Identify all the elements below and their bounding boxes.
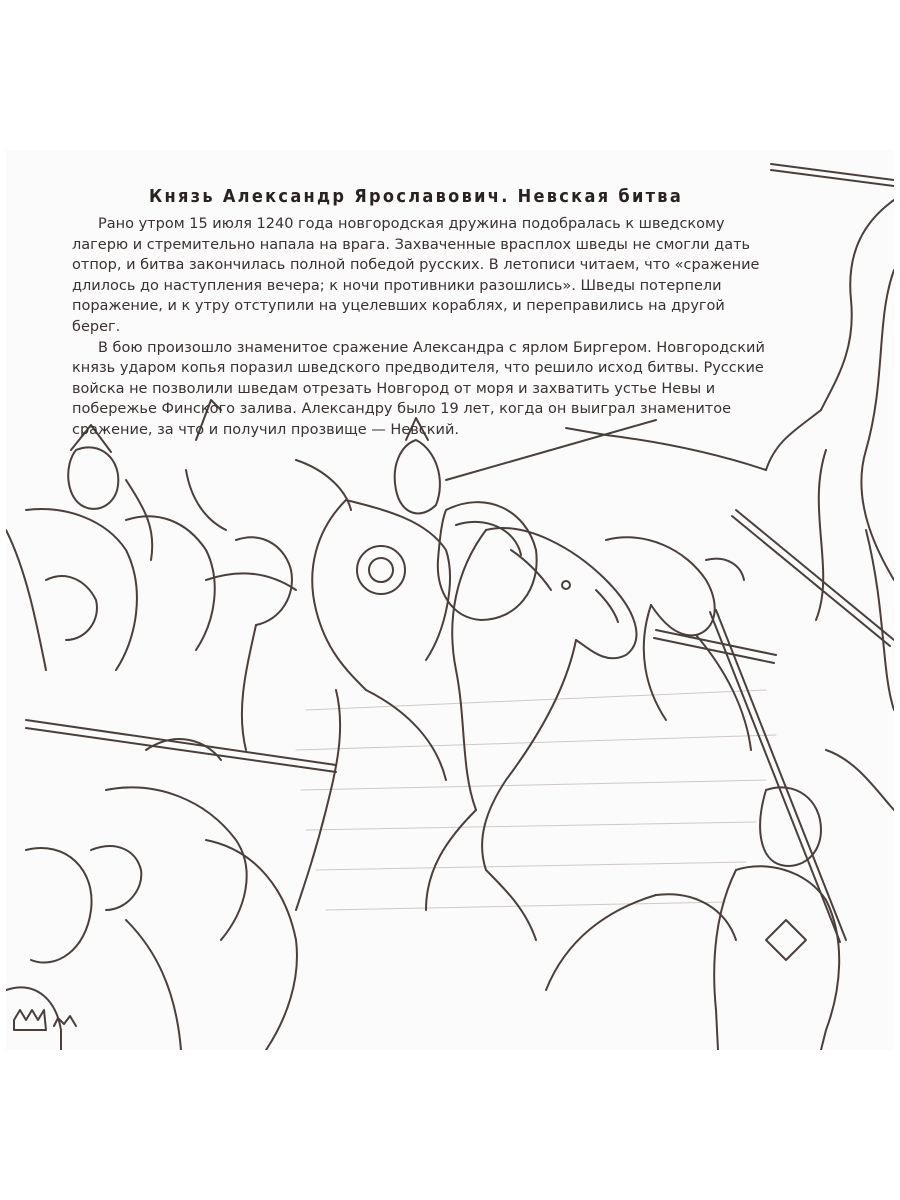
paragraph-2: В бою произошло знаменитое сражение Александра с ярлом Биргером. Новгородский князь ударом копья поразил шведского предводителя, что решило исход битвы. Русские войска не позволили шведам отрезать Новгород от моря и захватить устье Невы и побережье Финского залива. Александру было 19 лет, когда он выиграл знаменитое сражение, за что и получил прозвище — Невский.	[72, 339, 765, 438]
body-text	[72, 214, 772, 441]
bottom-right-knight	[546, 750, 894, 1050]
shield-icon	[438, 502, 537, 620]
top-spear-icon	[771, 164, 894, 186]
page-title: Князь Александр Ярославович. Невская битва	[148, 186, 684, 207]
paragraph-1: Рано утром 15 июля 1240 года новгородская дружина подобралась к шведскому лагерю и стремительно напала на врага. Захваченные врасплох шведы не смогли дать отпор, и битва закончилась полной победой русских. В летописи читаем, что «сражение длилось до наступления вечера; к ночи противники разошлись». Шведы потерпели поражение, и к утру отступили на уцелевших кораблях, и переправились на другой берег.	[72, 216, 760, 335]
spears-icon	[26, 510, 894, 942]
prince-alexander	[206, 418, 656, 910]
river-background	[296, 690, 776, 910]
coloring-page	[6, 150, 894, 1050]
left-warriors	[6, 400, 292, 750]
crown-icon	[14, 1010, 76, 1030]
fallen-warrior	[6, 739, 297, 1050]
